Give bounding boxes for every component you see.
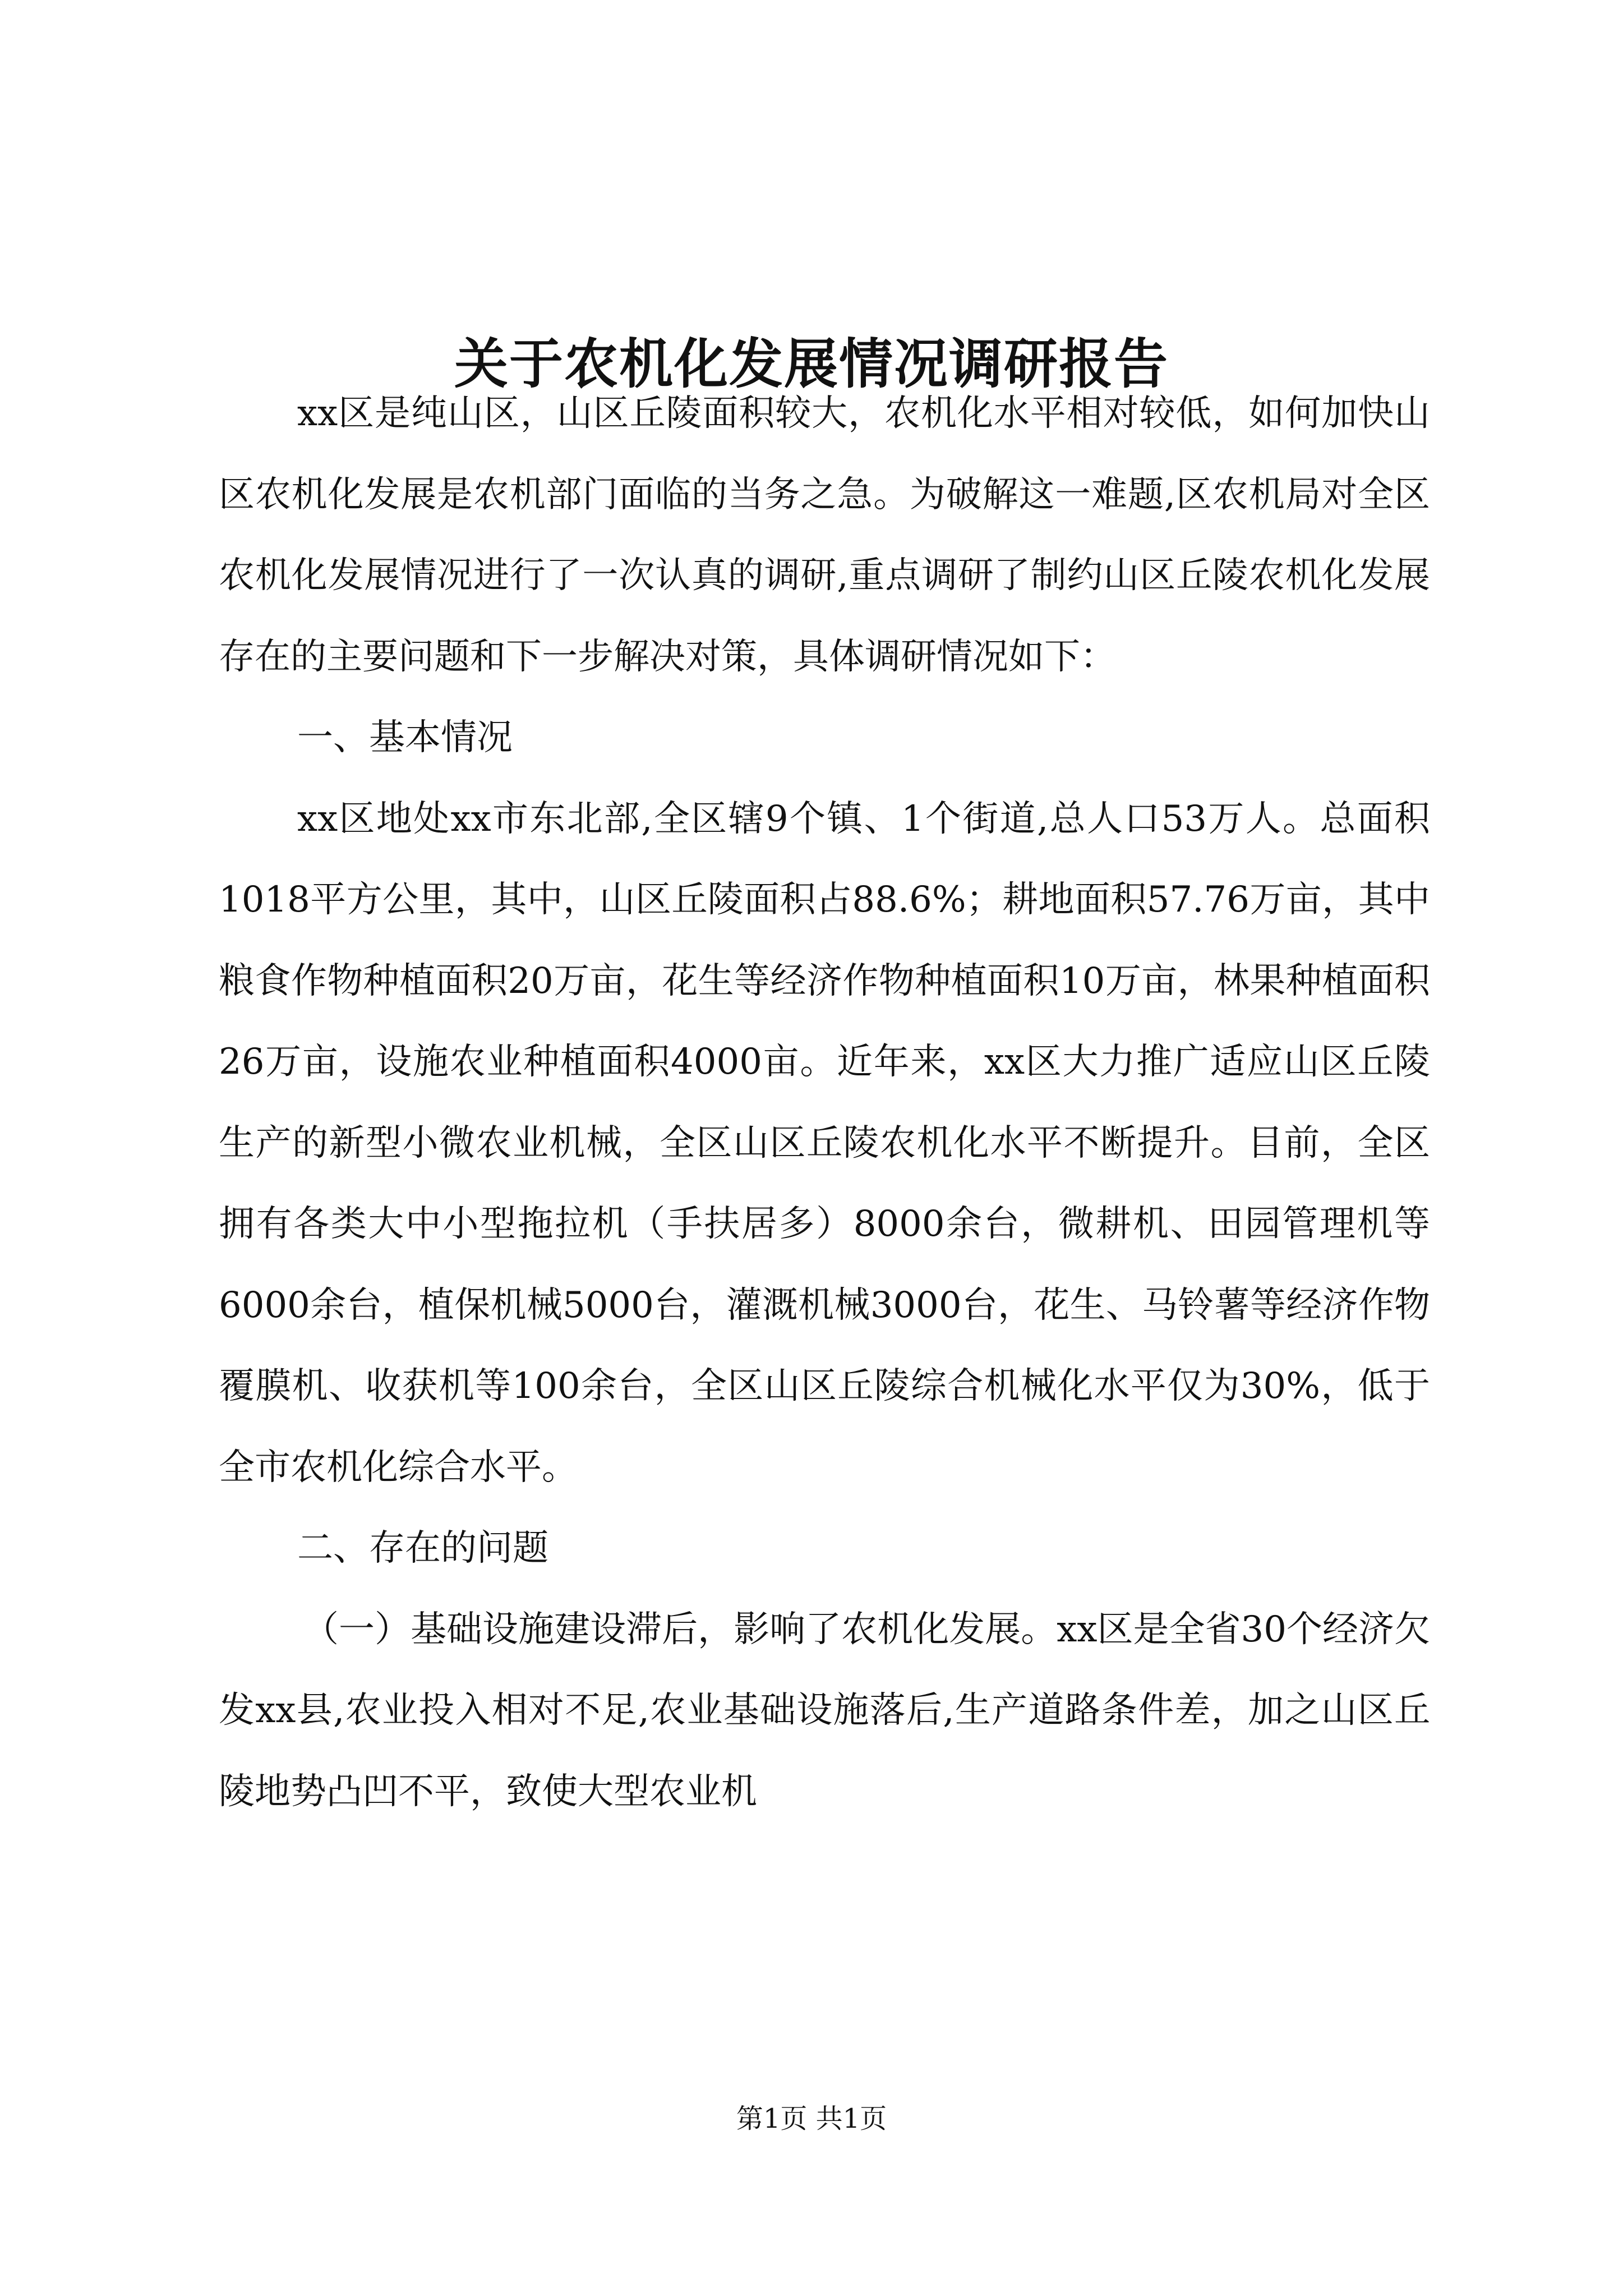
document-body	[219, 373, 1430, 1832]
problem-1-paragraph: （一）基础设施建设滞后，影响了农机化发展。xx区是全省30个经济欠发xx县,农业投入相对不足,农业基础设施落后,生产道路条件差，加之山区丘陵地势凸凹不平，致使大型农业机	[219, 1608, 1430, 1812]
section-heading-basic-situation: 一、基本情况	[297, 717, 513, 758]
basic-situation-paragraph: xx区地处xx市东北部,全区辖9个镇、1个街道,总人口53万人。总面积1018平方公里，其中，山区丘陵面积占88.6%；耕地面积57.76万亩，其中粮食作物种植面积20万亩，花生等经济作物种植面积10万亩，林果种植面积26万亩，设施农业种植面积4000亩。近年来，xx区大力推广适应山区丘陵生产的新型小微农业机械，全区山区丘陵农机化水平不断提升。目前，全区拥有各类大中小型拖拉机（手扶居多）8000余台，微耕机、田园管理机等6000余台，植保机械5000台，灌溉机械3000台，花生、马铃薯等经济作物覆膜机、收获机等100余台，全区山区丘陵综合机械化水平仅为30%，低于全市农机化综合水平。	[219, 798, 1430, 1488]
intro-paragraph: xx区是纯山区，山区丘陵面积较大，农机化水平相对较低，如何加快山区农机化发展是农机部门面临的当务之急。为破解这一难题,区农机局对全区农机化发展情况进行了一次认真的调研,重点调研了制约山区丘陵农机化发展存在的主要问题和下一步解决对策，具体调研情况如下：	[219, 393, 1430, 678]
section-heading-problems: 二、存在的问题	[297, 1527, 548, 1569]
document-title: 关于农机化发展情况调研报告	[454, 332, 1169, 396]
page-footer: 第1页 共1页	[736, 2103, 887, 2134]
